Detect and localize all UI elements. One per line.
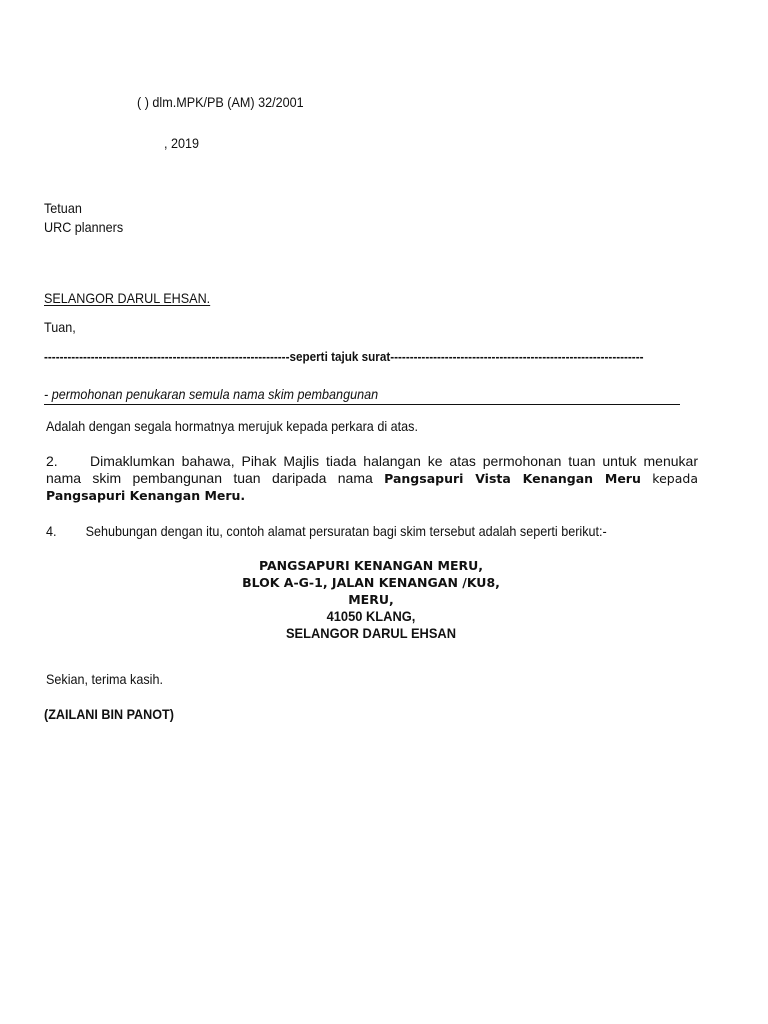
paragraph-4 xyxy=(46,523,607,539)
address-line-1: PANGSAPURI KENANGAN MERU, xyxy=(258,558,484,573)
old-scheme-name: Pangsapuri Vista Kenangan Meru xyxy=(384,471,641,486)
address-line-4: 41050 KLANG, xyxy=(326,608,416,624)
salutation: Tuan, xyxy=(44,319,76,335)
recipient-name: URC planners xyxy=(44,219,124,235)
paragraph-2 xyxy=(46,453,698,504)
address-line-2: BLOK A-G-1, JALAN KENANGAN /KU8, xyxy=(242,575,500,590)
closing-line: Sekian, terima kasih. xyxy=(46,671,163,687)
sample-address-block xyxy=(0,557,742,642)
signatory-name: (ZAILANI BIN PANOT) xyxy=(44,706,174,722)
paragraph-4-text: Sehubungan dengan itu, contoh alamat persuratan bagi skim tersebut adalah seperti berikut:- xyxy=(85,523,607,539)
reference-number: ( ) dlm.MPK/PB (AM) 32/2001 xyxy=(137,94,304,110)
subject-heading: ---------------------------------------------------------------seperti tajuk surat----------------------------------------------------------------- xyxy=(44,349,644,364)
new-scheme-name: Pangsapuri Kenangan Meru. xyxy=(46,488,246,503)
address-line-5: SELANGOR DARUL EHSAN xyxy=(285,625,457,641)
paragraph-2-connector: kepada xyxy=(640,471,698,486)
paragraph-4-number: 4. xyxy=(46,523,57,539)
subject-detail: - permohonan penukaran semula nama skim pembangunan xyxy=(44,386,379,402)
paragraph-2-number: 2. xyxy=(46,453,58,469)
address-line-3: MERU, xyxy=(348,592,394,607)
letter-date: , 2019 xyxy=(164,135,200,151)
paragraph-2-text: Dimaklumkan bahawa, Pihak Majlis tiada halangan ke atas permohonan tuan untuk menukar nama skim pembangunan tuan daripada nama xyxy=(46,453,698,486)
recipient-state: SELANGOR DARUL EHSAN. xyxy=(44,290,211,306)
subject-divider xyxy=(44,404,680,405)
intro-paragraph: Adalah dengan segala hormatnya merujuk kepada perkara di atas. xyxy=(46,418,418,434)
recipient-title: Tetuan xyxy=(44,200,82,216)
